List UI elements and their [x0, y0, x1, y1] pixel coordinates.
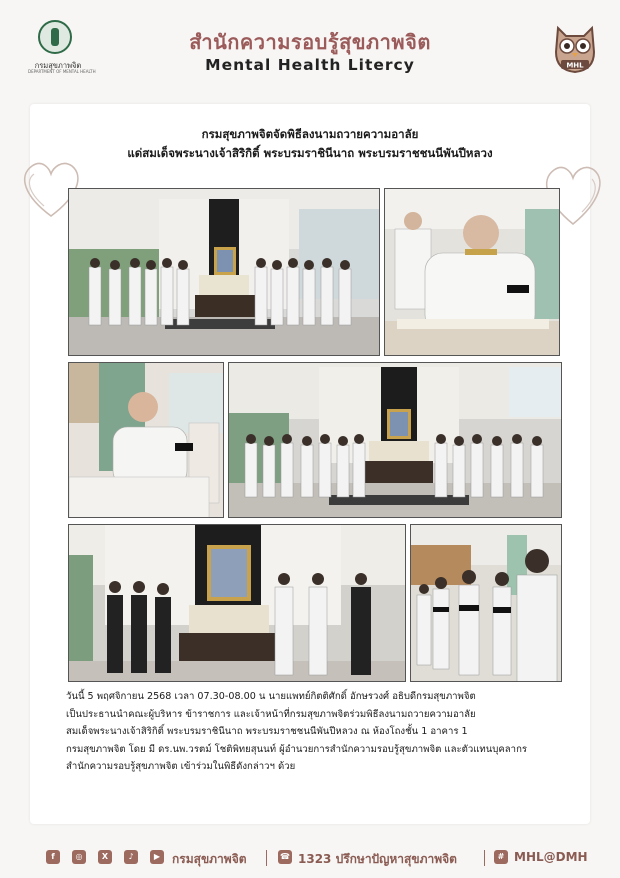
instagram-icon[interactable]: ◎ — [72, 850, 86, 864]
footer-separator-1 — [266, 850, 267, 866]
mhl-logo-text: MHL — [566, 61, 584, 70]
photo-officials-queue-image — [411, 525, 562, 682]
hashtag-icon: # — [494, 850, 508, 864]
article-line-4: กรมสุขภาพจิต โดย มี ดร.นพ.วรตม์ โชติพิทยสุนนท์ ผู้อำนวยการสำนักความรอบรู้สุขภาพจิต และตัวแทนบุคลากร — [66, 743, 528, 755]
department-logo-subtext: DEPARTMENT OF MENTAL HEALTH — [28, 69, 96, 74]
mhl-owl-logo-icon — [552, 22, 598, 74]
facebook-icon[interactable]: f — [46, 850, 60, 864]
photo-executive-signing — [68, 362, 224, 518]
photo-group-hall-1-image — [69, 189, 380, 356]
photo-mhl-staff-group-image — [69, 525, 406, 682]
photo-executive-signing-image — [69, 363, 224, 518]
tiktok-icon[interactable]: ♪ — [124, 850, 138, 864]
department-logo — [28, 20, 96, 76]
page-title-thai: สำนักความรอบรู้สุขภาพจิต — [189, 30, 431, 54]
department-emblem-icon — [38, 20, 72, 54]
footer-hashtag: MHL@DMH — [514, 850, 588, 864]
photo-director-signing — [384, 188, 560, 356]
headline-line-1: กรมสุขภาพจิตจัดพิธีลงนามถวายความอาลัย — [201, 127, 419, 141]
youtube-icon[interactable]: ▶ — [150, 850, 164, 864]
header — [0, 0, 620, 92]
article-line-1: วันนี้ 5 พฤศจิกายน 2568 เวลา 07.30-08.00 น นายแพทย์กิตติศักดิ์ อักษรวงศ์ อธิบดีกรมสุขภาพจิต — [66, 691, 476, 702]
phone-icon: ☎ — [278, 850, 292, 864]
x-icon[interactable]: X — [98, 850, 112, 864]
photo-group-hall-2 — [228, 362, 562, 518]
article-body — [66, 688, 562, 776]
footer — [0, 842, 620, 878]
headline-line-2: แด่สมเด็จพระนางเจ้าสิริกิติ์ พระบรมราชินีนาถ พระบรมราชชนนีพันปีหลวง — [127, 146, 493, 160]
article-line-5: สำนักความรอบรู้สุขภาพจิต เข้าร่วมในพิธีดังกล่าวฯ ด้วย — [66, 761, 296, 773]
photo-mhl-staff-group — [68, 524, 406, 682]
photo-officials-queue — [410, 524, 562, 682]
footer-hotline: 1323 ปรึกษาปัญหาสุขภาพจิต — [298, 852, 457, 866]
article-line-2: เป็นประธานนำคณะผู้บริหาร ข้าราชการ และเจ้าหน้าที่กรมสุขภาพจิตร่วมพิธีลงนามถวายความอาลัย — [66, 708, 476, 720]
photo-group-hall-1 — [68, 188, 380, 356]
headline — [30, 125, 590, 163]
page-title-english: Mental Health Litercy — [205, 56, 415, 74]
department-logo-text: กรมสุขภาพจิต — [34, 61, 82, 70]
photo-director-signing-image — [385, 189, 560, 356]
footer-department-name: กรมสุขภาพจิต — [172, 852, 247, 866]
article-line-3: สมเด็จพระนางเจ้าสิริกิติ์ พระบรมราชินีนาถ พระบรมราชชนนีพันปีหลวง ณ ห้องโถงชั้น 1 อาคาร 1 — [66, 726, 468, 738]
footer-separator-2 — [484, 850, 485, 866]
photo-group-hall-2-image — [229, 363, 562, 518]
